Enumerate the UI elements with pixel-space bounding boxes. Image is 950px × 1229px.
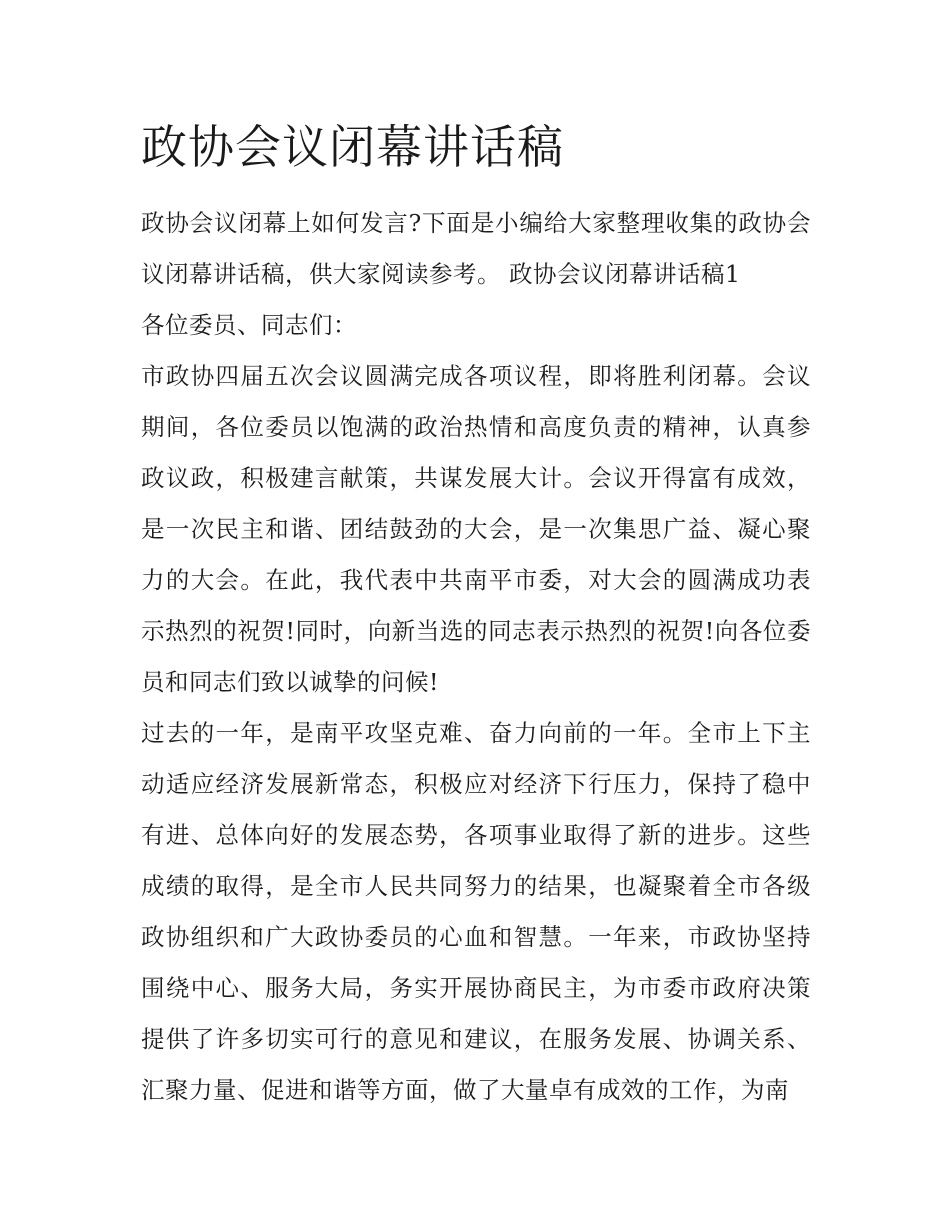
paragraph-salutation: 各位委员、同志们： (141, 311, 357, 339)
paragraph-intro: 政协会议闭幕上如何发言?下面是小编给大家整理收集的政协会议闭幕讲话稿，供大家阅读参考。 政协会议闭幕讲话稿1 (141, 209, 811, 288)
document-title: 政协会议闭幕讲话稿 (141, 120, 564, 174)
paragraph-opening: 市政协四届五次会议圆满完成各项议程，即将胜利闭幕。会议期间，各位委员以饱满的政治热情和高度负责的精神，认真参政议政，积极建言献策，共谋发展大计。会议开得富有成效，是一次民主和谐、团结鼓劲的大会，是一次集思广益、凝心聚力的大会。在此，我代表中共南平市委，对大会的圆满成功表示热烈的祝贺!同时，向新当选的同志表示热烈的祝贺!向各位委员和同志们致以诚挚的问候! (141, 362, 811, 696)
document-body (141, 117, 811, 1116)
paragraph-review: 过去的一年，是南平攻坚克难、奋力向前的一年。全市上下主动适应经济发展新常态，积极应对经济下行压力，保持了稳中有进、总体向好的发展态势，各项事业取得了新的进步。这些成绩的取得，是全市人民共同努力的结果，也凝聚着全市各级政协组织和广大政协委员的心血和智慧。一年来，市政协坚持围绕中心、服务大局，务实开展协商民主，为市委市政府决策提供了许多切实可行的意见和建议，在服务发展、协调关系、汇聚力量、促进和谐等方面，做了大量卓有成效的工作，为南 (141, 719, 811, 1104)
